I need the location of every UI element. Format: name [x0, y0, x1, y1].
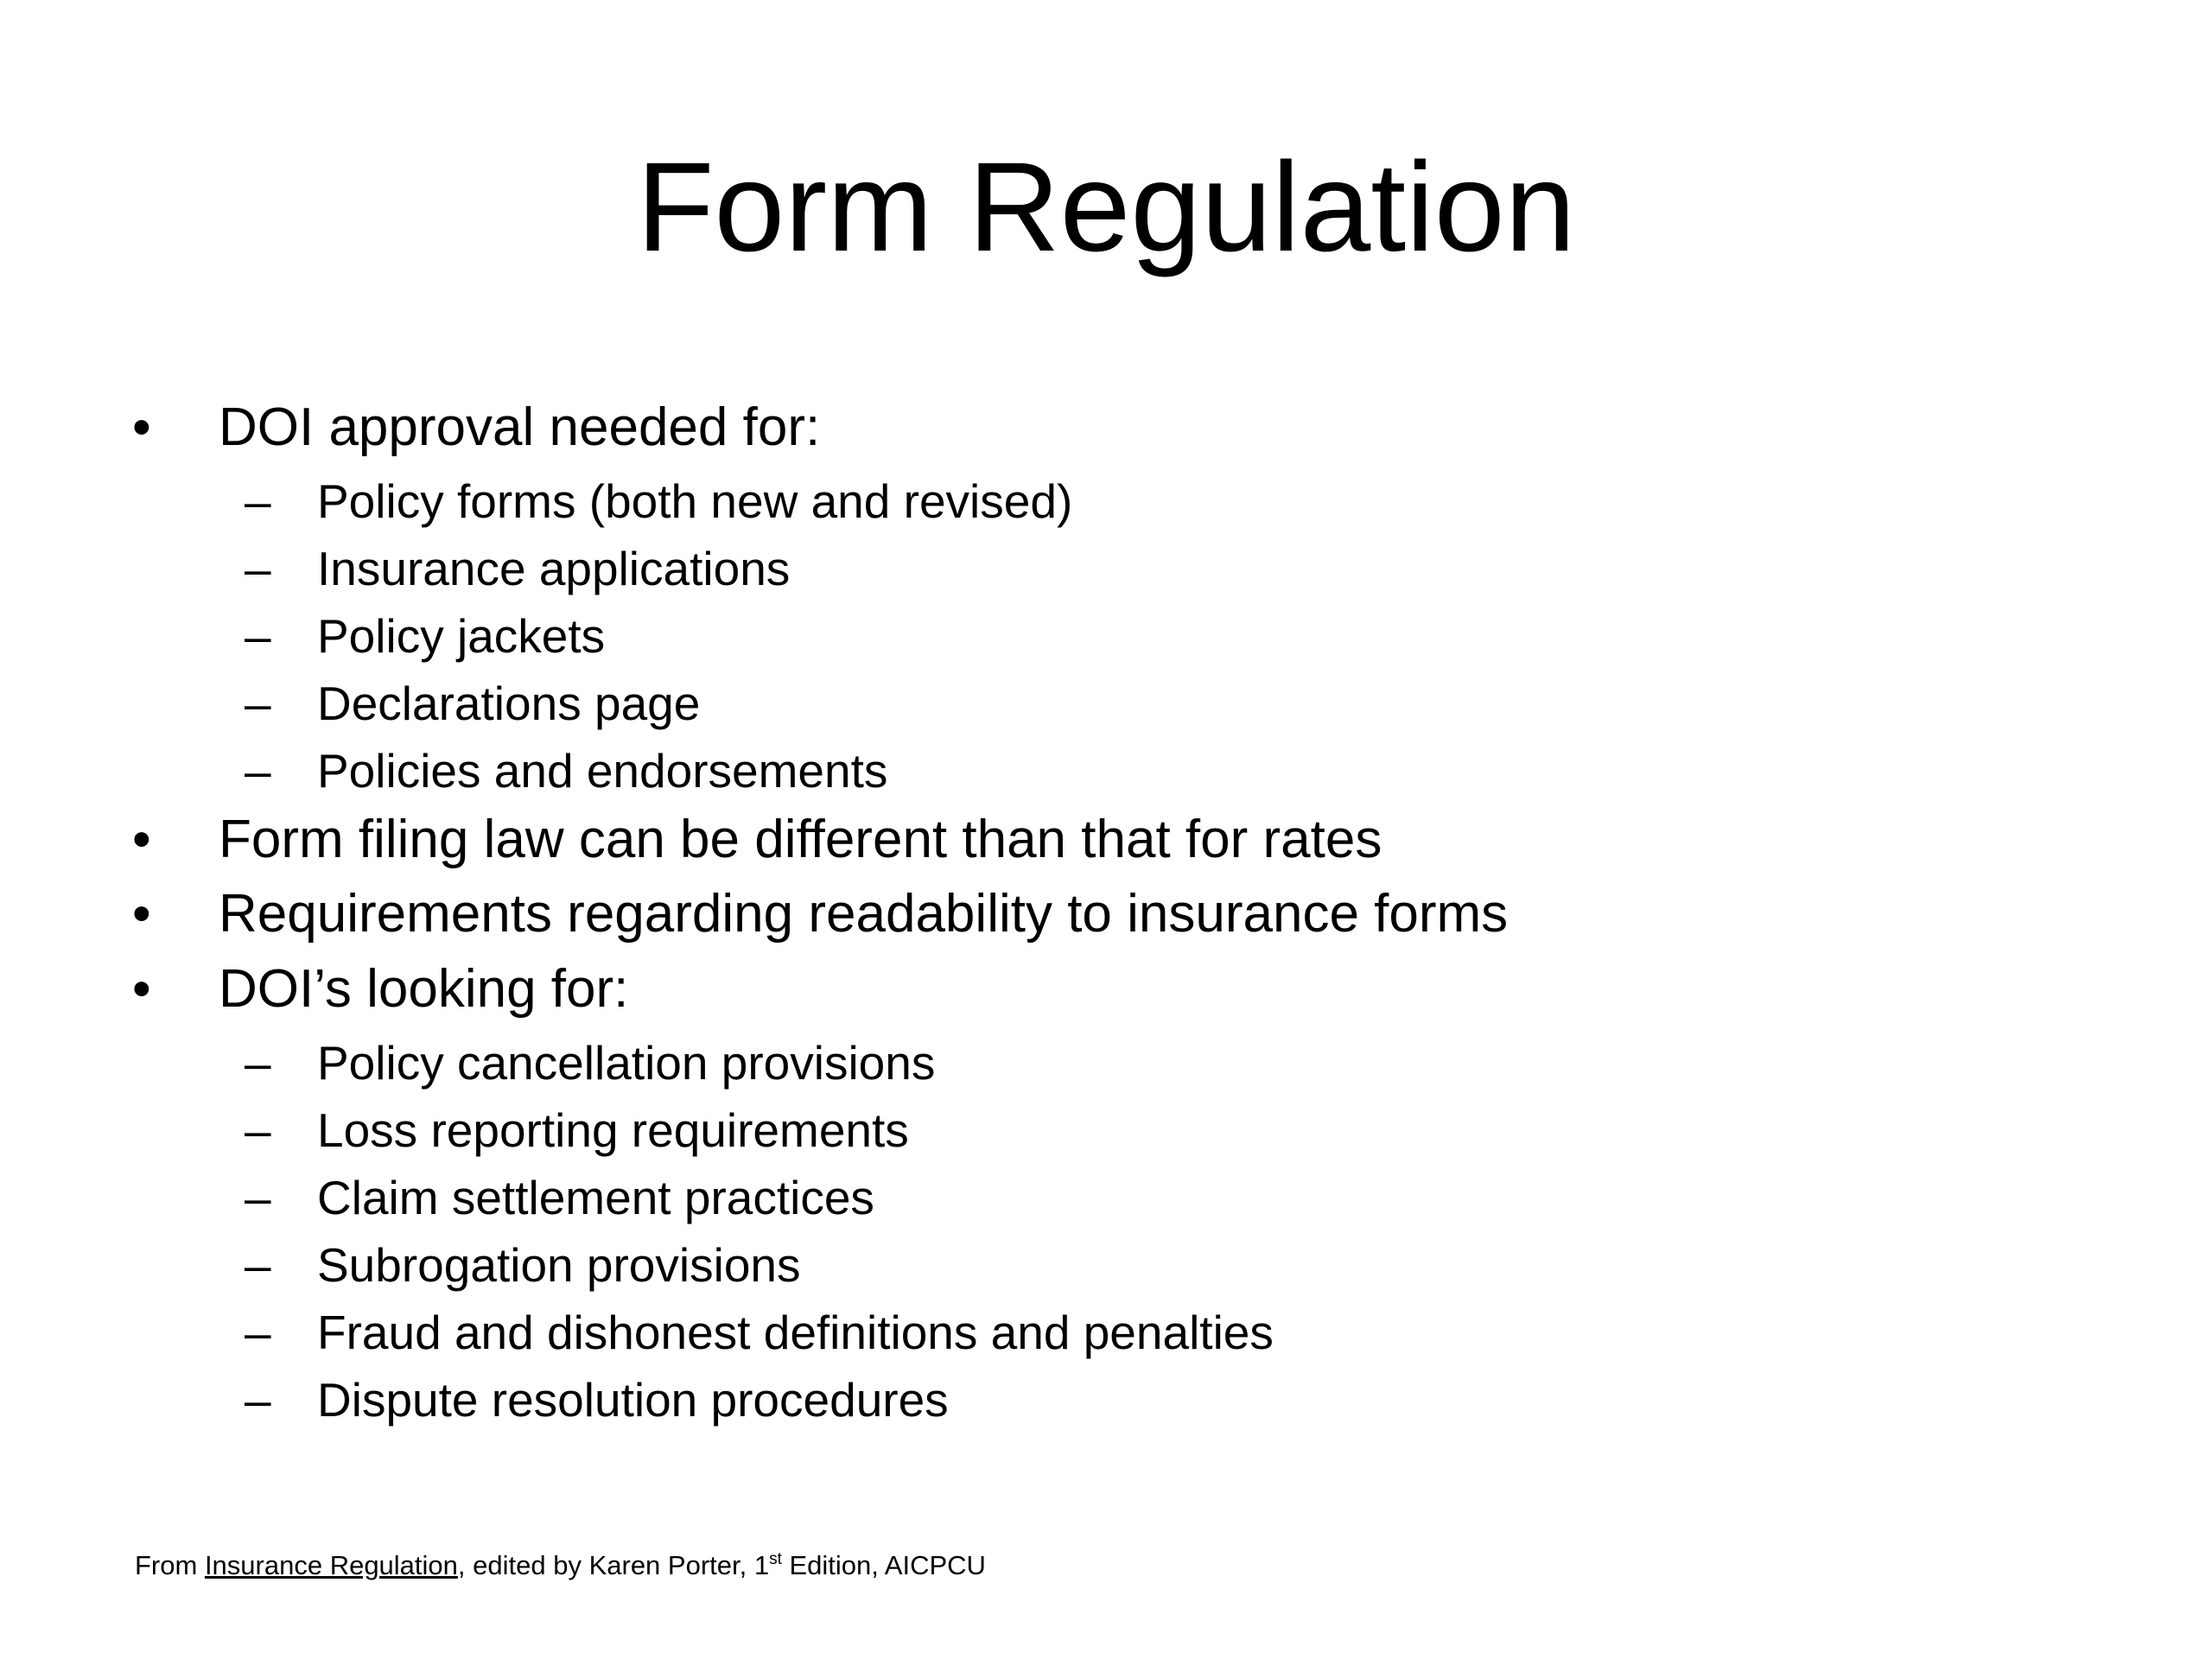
sub-marker: –	[245, 1373, 271, 1427]
sub-marker: –	[245, 1036, 271, 1090]
bullet-marker: •	[132, 810, 151, 869]
bullet-text: DOI’s looking for:	[219, 959, 629, 1019]
sub-item-text: Subrogation provisions	[317, 1238, 801, 1292]
slide-title: Form Regulation	[636, 137, 1576, 278]
bullet-text: DOI approval needed for:	[219, 397, 821, 457]
bullet-marker: •	[132, 397, 151, 457]
edition-superscript: st	[769, 1550, 782, 1568]
sub-item-text: Insurance applications	[317, 542, 791, 595]
sub-item-text: Declarations page	[317, 677, 701, 730]
bullet-text: Form filing law can be different than that for rates	[219, 810, 1382, 869]
sub-marker: –	[245, 1306, 271, 1359]
bullet-marker: •	[132, 884, 151, 944]
sub-marker: –	[245, 1103, 271, 1157]
citation-footer	[135, 1548, 986, 1583]
sub-marker: –	[245, 609, 271, 663]
sub-marker: –	[245, 677, 271, 730]
sub-item-text: Policy forms (both new and revised)	[317, 474, 1073, 528]
footer-editor: , edited by Karen Porter, 1	[457, 1550, 770, 1580]
bullet-marker: •	[132, 959, 151, 1019]
footer-suffix: Edition, AICPCU	[781, 1550, 986, 1580]
sub-item-text: Policy cancellation provisions	[317, 1036, 936, 1090]
sub-item-text: Dispute resolution procedures	[317, 1373, 949, 1427]
sub-marker: –	[245, 1171, 271, 1224]
footer-prefix: From	[135, 1550, 205, 1580]
book-title: Insurance Regulation	[204, 1550, 458, 1580]
sub-item-text: Policy jackets	[317, 609, 606, 663]
sub-marker: –	[245, 542, 271, 595]
sub-item-text: Claim settlement practices	[317, 1171, 874, 1224]
sub-item-text: Policies and endorsements	[317, 744, 888, 798]
sub-marker: –	[245, 474, 271, 528]
sub-marker: –	[245, 744, 271, 798]
bullet-text: Requirements regarding readability to insurance forms	[219, 884, 1509, 944]
sub-marker: –	[245, 1238, 271, 1292]
sub-item-text: Fraud and dishonest definitions and penalties	[317, 1306, 1274, 1359]
sub-item-text: Loss reporting requirements	[317, 1103, 909, 1157]
